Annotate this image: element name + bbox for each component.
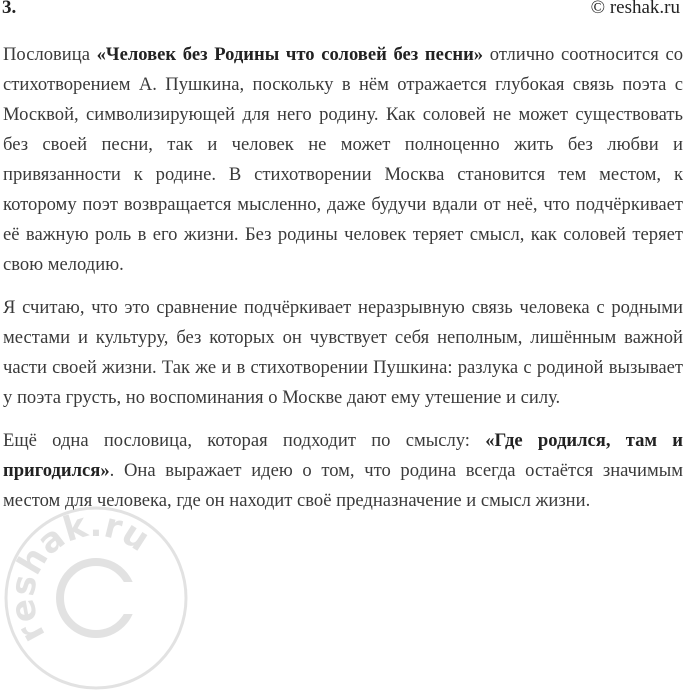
copyright-notice: © reshak.ru	[590, 0, 680, 18]
proverb-1: «Человек без Родины что соловей без песни»	[96, 44, 484, 65]
paragraph-3	[3, 426, 683, 516]
paragraph-1-prefix: Пословица	[3, 44, 97, 65]
paragraph-3-prefix: Ещё одна пословица, которая подходит по смыслу:	[3, 430, 486, 451]
paragraph-1	[3, 40, 683, 280]
watermark-text: reshak.ru	[2, 505, 157, 650]
answer-text	[3, 40, 683, 529]
task-number: 3.	[2, 0, 17, 18]
paragraph-2	[3, 293, 683, 413]
page-header	[0, 0, 684, 26]
paragraph-1-text: отлично соотносится со стихотворением А. Пушкина, поскольку в нём отражается глубокая связь поэта с Москвой, символизирующей для него родину. Как соловей не может существовать без своей песни, так и человек не может полноценно жить без любви и привязанности к родине. В стихотворении Москва становится тем местом, к которому поэт возвращается мысленно, даже будучи вдали от неё, что подчёркивает её важную роль в его жизни. Без родины человек теряет смысл, как соловей теряет свою мелодию.	[3, 44, 683, 275]
paragraph-3-text: . Она выражает идею о том, что родина всегда остаётся значимым местом для человека, где он находит своё предназначение и смысл жизни.	[3, 460, 683, 511]
proverb-2: «Где родился, там и пригодился»	[3, 430, 684, 481]
paragraph-2-text: Я считаю, что это сравнение подчёркивает неразрывную связь человека с родными местами и культуру, без которых он чувствует себя неполным, лишённым важной части своей жизни. Так же и в стихотворении Пушкина: разлука с родиной вызывает у поэта грусть, но воспоминания о Москве дают ему утешение и силу.	[3, 297, 683, 408]
